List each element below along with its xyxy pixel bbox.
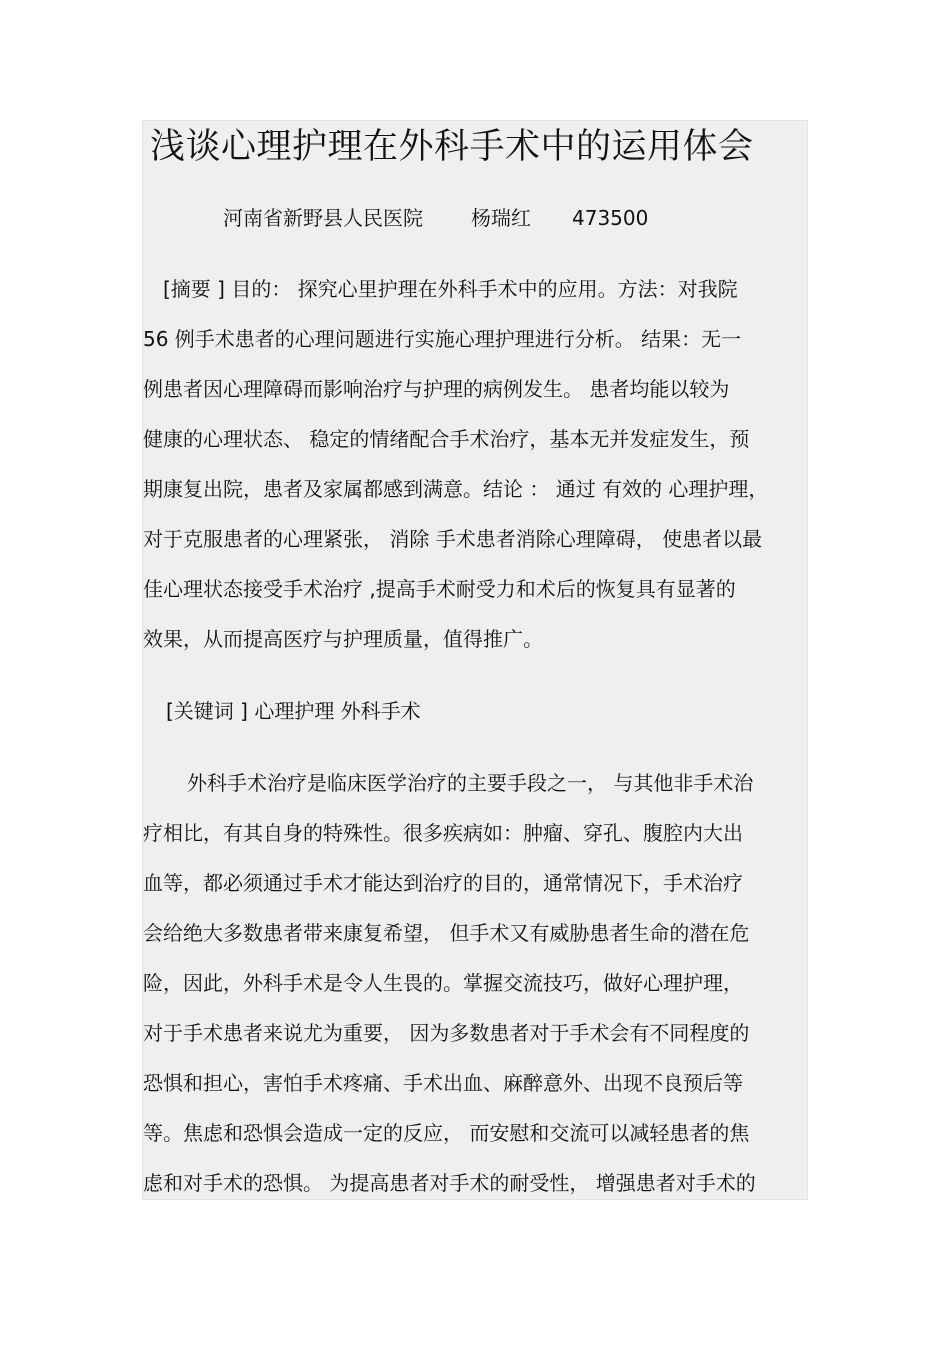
abstract-line: 期康复出院，患者及家属都感到满意。结论 ： 通过 有效的 心理护理， xyxy=(143,477,769,501)
abstract-line: 对于克服患者的心理紧张， 消除 手术患者消除心理障碍， 使患者以最 xyxy=(143,527,763,551)
body-line: 对于手术患者来说尤为重要， 因为多数患者对于手术会有不同程度的 xyxy=(143,1021,750,1045)
abstract-line: 佳心理状态接受手术治疗 ,提高手术耐受力和术后的恢复具有显著的 xyxy=(143,577,736,601)
abstract-line: 健康的心理状态、 稳定的情绪配合手术治疗，基本无并发症发生，预 xyxy=(143,427,750,451)
body-line: 险，因此，外科手术是令人生畏的。掌握交流技巧，做好心理护理， xyxy=(143,971,743,995)
document-title: 浅谈心理护理在外科手术中的运用体会 xyxy=(150,127,754,167)
body-line: 虑和对手术的恐惧。 为提高患者对手术的耐受性， 增强患者对手术的 xyxy=(143,1171,756,1195)
body-line: 血等，都必须通过手术才能达到治疗的目的，通常情况下，手术治疗 xyxy=(143,871,743,895)
body-line: 会给绝大多数患者带来康复希望， 但手术又有威胁患者生命的潜在危 xyxy=(143,921,750,945)
author-hospital: 河南省新野县人民医院 xyxy=(223,206,423,230)
abstract-line: [摘要 ] 目的： 探究心里护理在外科手术中的应用。方法：对我院 xyxy=(163,277,738,301)
body-line: 等。焦虑和恐惧会造成一定的反应， 而安慰和交流可以减轻患者的焦 xyxy=(143,1121,750,1145)
body-line: 外科手术治疗是临床医学治疗的主要手段之一， 与其他非手术治 xyxy=(187,771,754,795)
author-postcode: 473500 xyxy=(572,206,649,230)
document-page xyxy=(142,120,808,1200)
author-name: 杨瑞红 xyxy=(471,206,531,230)
body-line: 恐惧和担心，害怕手术疼痛、手术出血、麻醉意外、出现不良预后等 xyxy=(143,1071,743,1095)
abstract-line: 例患者因心理障碍而影响治疗与护理的病例发生。 患者均能以较为 xyxy=(143,377,730,401)
abstract-line: 56 例手术患者的心理问题进行实施心理护理进行分析。 结果：无一 xyxy=(143,327,742,351)
abstract-line: 效果，从而提高医疗与护理质量，值得推广。 xyxy=(143,627,543,651)
body-line: 疗相比，有其自身的特殊性。很多疾病如：肿瘤、穿孔、腹腔内大出 xyxy=(143,821,743,845)
keywords-line: [关键词 ] 心理护理 外科手术 xyxy=(166,699,421,723)
